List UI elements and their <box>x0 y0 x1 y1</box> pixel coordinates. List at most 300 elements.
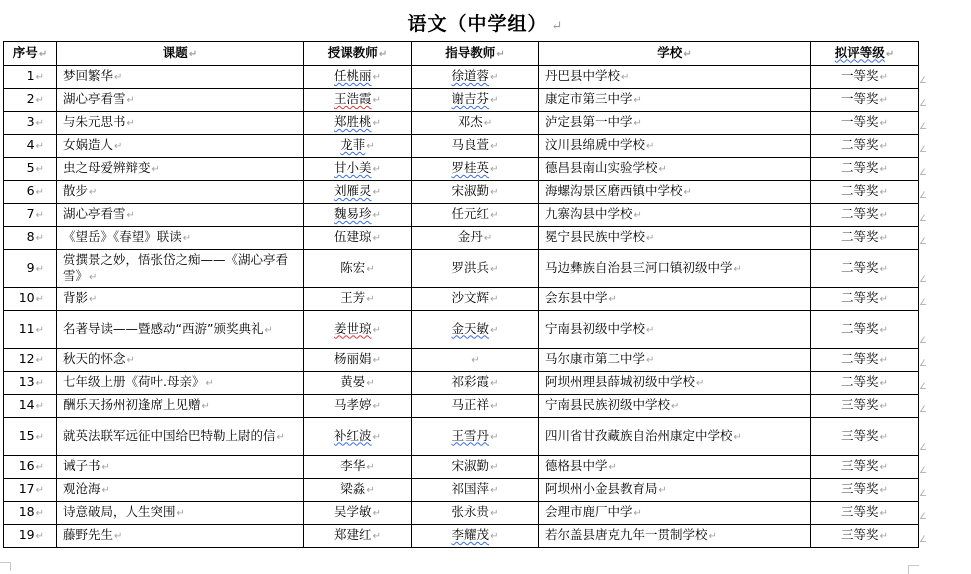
cell-school[interactable] <box>539 227 811 250</box>
cell-school[interactable] <box>539 181 811 204</box>
cell-teacher-text: 补红波 <box>334 427 372 443</box>
cell-no-text: 3 <box>26 114 35 129</box>
cell-grade[interactable] <box>811 456 919 479</box>
cell-grade[interactable] <box>811 502 919 525</box>
cell-teacher[interactable] <box>304 418 412 456</box>
paragraph-mark-icon: ↵ <box>114 72 123 83</box>
cell-grade-text: 二等奖 <box>841 374 879 389</box>
cell-grade[interactable] <box>811 311 919 349</box>
cell-grade[interactable] <box>811 135 919 158</box>
cell-advisor[interactable] <box>412 525 539 548</box>
cell-teacher[interactable] <box>304 89 412 112</box>
end-of-row-mark-icon: ∠ <box>919 76 928 86</box>
paragraph-mark-icon: ↵ <box>366 485 375 496</box>
paragraph-mark-icon: ↵ <box>490 485 499 496</box>
cell-teacher[interactable] <box>304 479 412 502</box>
cell-advisor-text: 金天敏 <box>451 320 490 336</box>
cell-advisor-text: 谢吉芬 <box>451 91 490 106</box>
cell-advisor[interactable] <box>412 181 539 204</box>
paragraph-mark-icon: ↵ <box>89 271 98 283</box>
cell-school[interactable] <box>539 158 811 181</box>
cell-school[interactable] <box>539 89 811 112</box>
cell-no-text: 13 <box>18 374 35 389</box>
paragraph-mark-icon: ↵ <box>879 355 888 366</box>
cell-topic[interactable] <box>57 372 304 395</box>
cell-advisor[interactable] <box>412 456 539 479</box>
cell-grade[interactable] <box>811 158 919 181</box>
paragraph-mark-icon: ↵ <box>490 401 499 412</box>
cell-no-text: 16 <box>18 458 35 473</box>
cell-advisor[interactable] <box>412 112 539 135</box>
paragraph-mark-icon: ↵ <box>35 263 44 275</box>
cell-grade-text: 三等奖 <box>841 458 879 473</box>
cell-advisor-text: 王雪丹 <box>451 427 490 443</box>
table-body <box>4 66 919 548</box>
cell-advisor[interactable] <box>412 250 539 288</box>
cell-no-text: 11 <box>18 320 35 336</box>
cell-school[interactable] <box>539 395 811 418</box>
cell-no[interactable] <box>4 395 57 418</box>
cell-no-text: 8 <box>26 229 35 244</box>
cell-advisor-text: 宋淑勤 <box>451 183 490 198</box>
cell-topic-text: 秋天的怀念 <box>63 351 126 366</box>
cell-no[interactable] <box>4 158 57 181</box>
paragraph-mark-icon: ↵ <box>879 233 888 244</box>
paragraph-mark-icon: ↵ <box>264 324 273 336</box>
end-of-row-mark-icon: ∠ <box>919 382 928 392</box>
cell-topic-text: 观沧海 <box>63 481 101 496</box>
cell-school-text: 阿坝州理县薛城初级中学校 <box>545 374 696 389</box>
cell-topic[interactable] <box>57 525 304 548</box>
paragraph-mark-icon: ↵ <box>372 118 381 129</box>
table-row <box>4 418 919 456</box>
paragraph-mark-icon: ↵ <box>490 72 499 83</box>
cell-grade-text: 三等奖 <box>841 397 879 412</box>
cell-teacher[interactable] <box>304 181 412 204</box>
cell-advisor-text: 张永贵 <box>451 504 490 519</box>
paragraph-mark-icon: ↵ <box>490 462 499 473</box>
cell-school[interactable] <box>539 525 811 548</box>
end-of-row-mark-icon: ∠ <box>919 122 928 132</box>
table-row <box>4 456 919 479</box>
cell-school-text: 海螺沟景区磨西镇中学校 <box>545 183 683 198</box>
cell-no-text: 15 <box>18 427 35 443</box>
table-row <box>4 112 919 135</box>
cell-no[interactable] <box>4 227 57 250</box>
cell-topic[interactable] <box>57 112 304 135</box>
cell-teacher[interactable] <box>304 311 412 349</box>
cell-advisor[interactable] <box>412 288 539 311</box>
cell-school-text: 会理市鹿厂中学 <box>545 504 633 519</box>
cell-advisor-text: 祁彩霞 <box>451 374 490 389</box>
cell-school[interactable] <box>539 418 811 456</box>
paragraph-mark-icon: ↵ <box>646 355 655 366</box>
cell-teacher-text: 郑胜桃 <box>334 114 372 129</box>
end-of-row-mark-icon: ∠ <box>919 336 928 346</box>
paragraph-mark-icon: ↵ <box>35 531 44 542</box>
paragraph-mark-icon: ↵ <box>879 164 888 175</box>
cell-no[interactable] <box>4 479 57 502</box>
cell-topic[interactable] <box>57 181 304 204</box>
table-row <box>4 181 919 204</box>
end-of-row-mark-icon: ∠ <box>919 145 928 155</box>
cell-teacher[interactable] <box>304 502 412 525</box>
cell-grade[interactable] <box>811 525 919 548</box>
cell-topic[interactable] <box>57 418 304 456</box>
cell-no-text: 4 <box>26 137 35 152</box>
cell-school[interactable] <box>539 250 811 288</box>
cell-topic-text: 背影 <box>63 290 89 305</box>
cell-school-text: 若尔盖县唐克九年一贯制学校 <box>545 527 708 542</box>
paragraph-mark-icon: ↵ <box>608 462 617 473</box>
table-row <box>4 250 919 288</box>
cell-teacher-text: 伍建琼 <box>334 229 372 244</box>
cell-topic[interactable] <box>57 135 304 158</box>
cell-teacher-text: 李华 <box>340 458 366 473</box>
cell-advisor[interactable] <box>412 89 539 112</box>
cell-advisor[interactable] <box>412 66 539 89</box>
paragraph-mark-icon: ↵ <box>372 401 381 412</box>
cell-teacher[interactable] <box>304 372 412 395</box>
cell-advisor-text: 邓杰 <box>457 114 483 129</box>
paragraph-mark-icon: ↵ <box>671 401 680 412</box>
cell-advisor[interactable] <box>412 227 539 250</box>
paragraph-mark-icon: ↵ <box>646 233 655 244</box>
cell-school-text: 德昌县南山实验学校 <box>545 160 658 175</box>
cell-topic[interactable] <box>57 311 304 349</box>
cell-topic[interactable] <box>57 456 304 479</box>
cell-school-text: 冕宁县民族中学校 <box>545 229 646 244</box>
header-no: 序号↵ <box>4 42 57 66</box>
cell-topic-text: 七年级上册《荷叶.母亲》 <box>63 374 205 389</box>
cell-school[interactable] <box>539 311 811 349</box>
cell-teacher[interactable] <box>304 395 412 418</box>
table-row <box>4 372 919 395</box>
table-row <box>4 135 919 158</box>
cell-teacher-text: 郑建红 <box>334 527 372 542</box>
cell-no[interactable] <box>4 349 57 372</box>
paragraph-mark-icon: ↵ <box>879 72 888 83</box>
cell-no[interactable] <box>4 502 57 525</box>
paragraph-mark-icon: ↵ <box>372 164 381 175</box>
cell-no[interactable] <box>4 112 57 135</box>
cell-advisor[interactable] <box>412 418 539 456</box>
paragraph-mark-icon: ↵ <box>879 378 888 389</box>
awards-table <box>3 41 919 548</box>
cell-school[interactable] <box>539 112 811 135</box>
paragraph-mark-icon: ↵ <box>101 462 110 473</box>
title-text: 语文（中学组） <box>407 13 548 35</box>
cell-school-text: 会东县中学 <box>545 290 608 305</box>
page-corner-mark-left <box>0 562 11 571</box>
cell-grade[interactable] <box>811 288 919 311</box>
cell-teacher[interactable] <box>304 250 412 288</box>
cell-advisor[interactable] <box>412 158 539 181</box>
cell-advisor[interactable] <box>412 135 539 158</box>
cell-school-text: 阿坝州小金县教育局 <box>545 481 658 496</box>
paragraph-mark-icon: ↵ <box>35 355 44 366</box>
table-row <box>4 158 919 181</box>
cell-topic[interactable] <box>57 349 304 372</box>
cell-school[interactable] <box>539 372 811 395</box>
cell-school[interactable] <box>539 479 811 502</box>
cell-no-text: 10 <box>18 290 35 305</box>
cell-no[interactable] <box>4 456 57 479</box>
paragraph-mark-icon: ↵ <box>35 95 44 106</box>
paragraph-mark-icon: ↵ <box>733 431 742 443</box>
paragraph-mark-icon: ↵ <box>89 187 98 198</box>
cell-topic[interactable] <box>57 250 304 288</box>
paragraph-mark-icon: ↵ <box>35 431 44 443</box>
cell-topic[interactable] <box>57 502 304 525</box>
paragraph-mark-icon: ↵ <box>372 508 381 519</box>
cell-topic-text: 女娲造人 <box>63 137 114 152</box>
cell-grade[interactable] <box>811 112 919 135</box>
cell-teacher-text: 马孝婷 <box>334 397 372 412</box>
cell-topic-text: 酬乐天扬州初逢席上见赠 <box>63 397 201 412</box>
paragraph-mark-icon: ↵ <box>646 141 655 152</box>
cell-school-text: 康定市第三中学 <box>545 91 633 106</box>
cell-teacher[interactable] <box>304 158 412 181</box>
paragraph-mark-icon: ↵ <box>126 118 135 129</box>
cell-grade[interactable] <box>811 479 919 502</box>
paragraph-mark-icon: ↵ <box>35 508 44 519</box>
end-of-row-mark-icon: ∠ <box>919 214 928 224</box>
paragraph-mark-icon: ↵ <box>35 485 44 496</box>
cell-topic[interactable] <box>57 66 304 89</box>
paragraph-mark-icon: ↵ <box>366 294 375 305</box>
cell-grade[interactable] <box>811 181 919 204</box>
paragraph-mark-icon: ↵ <box>490 508 499 519</box>
paragraph-mark-icon: ↵ <box>696 378 705 389</box>
paragraph-mark-icon: ↵ <box>879 187 888 198</box>
cell-topic-text: 梦回繁华 <box>63 68 114 83</box>
paragraph-mark-icon: ↵ <box>471 355 480 366</box>
header-grade: 拟评等级↵ <box>811 42 919 66</box>
header-topic: 课题↵ <box>57 42 304 66</box>
paragraph-mark-icon: ↵ <box>646 324 655 336</box>
cell-advisor-text: 任元红 <box>451 206 490 221</box>
cell-grade[interactable] <box>811 395 919 418</box>
paragraph-mark-icon: ↵ <box>35 118 44 129</box>
cell-grade-text: 一等奖 <box>841 68 879 83</box>
paragraph-mark-icon: ↵ <box>483 118 493 129</box>
cell-grade-text: 三等奖 <box>841 481 879 496</box>
paragraph-mark-icon: ↵ <box>879 508 888 519</box>
end-of-row-mark-icon: ∠ <box>919 359 928 369</box>
cell-no[interactable] <box>4 250 57 288</box>
cell-topic-text: 湖心亭看雪 <box>63 91 126 106</box>
paragraph-mark-icon: ↵ <box>879 294 888 305</box>
paragraph-mark-icon: ↵ <box>490 431 499 443</box>
table-row <box>4 349 919 372</box>
cell-topic-text: 就英法联军远征中国给巴特勒上尉的信 <box>63 427 276 443</box>
cell-teacher-text: 刘雁灵 <box>334 183 372 198</box>
end-of-row-mark-icon: ∠ <box>919 466 928 476</box>
cell-teacher[interactable] <box>304 349 412 372</box>
cell-advisor-text: 金丹 <box>457 229 483 244</box>
cell-topic-text: 藤野先生 <box>63 527 114 542</box>
cell-teacher[interactable] <box>304 227 412 250</box>
paragraph-mark-icon: ↵ <box>372 210 381 221</box>
cell-no-text: 17 <box>18 481 35 496</box>
cell-school[interactable] <box>539 135 811 158</box>
cell-grade[interactable] <box>811 66 919 89</box>
cell-grade[interactable] <box>811 204 919 227</box>
cell-grade-text: 三等奖 <box>841 427 879 443</box>
end-of-row-mark-icon: ∠ <box>919 512 928 522</box>
cell-grade-text: 二等奖 <box>841 137 879 152</box>
paragraph-mark-icon: ↵ <box>879 118 888 129</box>
cell-teacher[interactable] <box>304 112 412 135</box>
cell-school[interactable] <box>539 66 811 89</box>
cell-topic[interactable] <box>57 158 304 181</box>
cell-advisor[interactable] <box>412 395 539 418</box>
cell-topic[interactable] <box>57 227 304 250</box>
paragraph-mark-icon: ↵ <box>126 355 135 366</box>
cell-grade-text: 一等奖 <box>841 91 879 106</box>
paragraph-mark-icon: ↵ <box>490 294 499 305</box>
cell-advisor-text: 沙文辉 <box>451 290 490 305</box>
cell-grade-text: 二等奖 <box>841 259 879 275</box>
cell-school[interactable] <box>539 456 811 479</box>
cell-no[interactable] <box>4 418 57 456</box>
paragraph-mark-icon: ↵ <box>658 164 667 175</box>
cell-grade-text: 二等奖 <box>841 320 879 336</box>
paragraph-mark-icon: ↵ <box>879 485 888 496</box>
cell-topic-text: 与朱元思书 <box>63 114 126 129</box>
cell-advisor[interactable] <box>412 311 539 349</box>
paragraph-mark-icon: ↵ <box>101 485 110 496</box>
paragraph-mark-icon: ↵ <box>879 324 888 336</box>
cell-school[interactable] <box>539 349 811 372</box>
cell-no[interactable] <box>4 288 57 311</box>
paragraph-mark-icon: ↵ <box>35 233 44 244</box>
cell-teacher[interactable] <box>304 135 412 158</box>
cell-teacher[interactable] <box>304 288 412 311</box>
cell-grade[interactable] <box>811 418 919 456</box>
cell-school-text: 泸定县第一中学 <box>545 114 633 129</box>
cell-teacher[interactable] <box>304 525 412 548</box>
paragraph-mark-icon: ↵ <box>35 141 44 152</box>
table-row <box>4 525 919 548</box>
cell-advisor[interactable] <box>412 349 539 372</box>
paragraph-mark-icon: ↵ <box>683 187 692 198</box>
cell-grade[interactable] <box>811 227 919 250</box>
cell-teacher-text: 魏易珍 <box>334 206 372 221</box>
cell-no[interactable] <box>4 89 57 112</box>
cell-no[interactable] <box>4 311 57 349</box>
paragraph-mark-icon: ↵ <box>372 233 381 244</box>
cell-school[interactable] <box>539 204 811 227</box>
table-row <box>4 66 919 89</box>
cell-no-text: 2 <box>26 91 35 106</box>
cell-advisor[interactable] <box>412 502 539 525</box>
table-header-row <box>4 42 919 66</box>
cell-no-text: 9 <box>26 259 35 275</box>
cell-grade[interactable] <box>811 250 919 288</box>
paragraph-mark-icon: ↵ <box>372 72 381 83</box>
cell-no[interactable] <box>4 525 57 548</box>
paragraph-mark-icon: ↵ <box>182 233 192 244</box>
cell-school-text: 马边彝族自治县三河口镇初级中学 <box>545 259 733 275</box>
cell-teacher[interactable] <box>304 66 412 89</box>
end-of-row-mark-icon: ∠ <box>919 443 928 453</box>
cell-school-text: 宁南县民族初级中学校 <box>545 397 671 412</box>
cell-topic[interactable] <box>57 288 304 311</box>
cell-topic[interactable] <box>57 204 304 227</box>
cell-topic[interactable] <box>57 89 304 112</box>
end-of-row-mark-icon: ∠ <box>919 191 928 201</box>
paragraph-mark-icon: ↵ <box>126 210 135 221</box>
cell-no-text: 12 <box>18 351 35 366</box>
cell-school[interactable] <box>539 288 811 311</box>
paragraph-mark-icon: ↵ <box>176 508 185 519</box>
cell-grade-text: 二等奖 <box>841 290 879 305</box>
paragraph-mark-icon: ↵ <box>633 118 642 129</box>
cell-no[interactable] <box>4 135 57 158</box>
end-of-row-mark-icon: ∠ <box>919 275 928 285</box>
cell-topic[interactable] <box>57 479 304 502</box>
cell-teacher-text: 王芳 <box>340 290 366 305</box>
cell-topic-text: 诗意破局，人生突围 <box>63 504 176 519</box>
paragraph-mark-icon: ↵ <box>366 378 375 389</box>
cell-school[interactable] <box>539 502 811 525</box>
cell-advisor[interactable] <box>412 204 539 227</box>
cell-school-text: 宁南县初级中学校 <box>545 320 646 336</box>
cell-advisor[interactable] <box>412 372 539 395</box>
cell-topic-text: 虫之母爱辨辩变 <box>63 160 151 175</box>
end-of-row-mark-icon: ∠ <box>919 489 928 499</box>
cell-advisor-text: 马正祥 <box>451 397 490 412</box>
cell-teacher[interactable] <box>304 204 412 227</box>
cell-no-text: 14 <box>18 397 35 412</box>
cell-advisor-text: 徐道蓉 <box>451 68 490 83</box>
paragraph-mark-icon: ↵ <box>483 233 493 244</box>
table-row <box>4 479 919 502</box>
cell-teacher[interactable] <box>304 456 412 479</box>
cell-grade[interactable] <box>811 372 919 395</box>
cell-grade-text: 二等奖 <box>841 229 879 244</box>
cell-topic[interactable] <box>57 395 304 418</box>
cell-grade[interactable] <box>811 349 919 372</box>
cell-no[interactable] <box>4 204 57 227</box>
cell-no-text: 7 <box>26 206 35 221</box>
paragraph-mark-icon: ↵ <box>35 294 44 305</box>
cell-school-text: 丹巴县中学校 <box>545 68 621 83</box>
paragraph-mark-icon: ↵ <box>879 531 888 542</box>
cell-grade-text: 二等奖 <box>841 183 879 198</box>
cell-grade[interactable] <box>811 89 919 112</box>
cell-grade-text: 一等奖 <box>841 114 879 129</box>
paragraph-mark-icon: ↵ <box>633 210 642 221</box>
paragraph-mark-icon: ↵ <box>551 19 564 34</box>
cell-no[interactable] <box>4 372 57 395</box>
cell-no-text: 19 <box>18 527 35 542</box>
cell-grade-text: 二等奖 <box>841 351 879 366</box>
paragraph-mark-icon: ↵ <box>879 95 888 106</box>
cell-no-text: 18 <box>18 504 35 519</box>
cell-advisor[interactable] <box>412 479 539 502</box>
table-row <box>4 89 919 112</box>
cell-no[interactable] <box>4 181 57 204</box>
paragraph-mark-icon: ↵ <box>490 164 499 175</box>
paragraph-mark-icon: ↵ <box>114 531 123 542</box>
paragraph-mark-icon: ↵ <box>372 187 381 198</box>
cell-no[interactable] <box>4 66 57 89</box>
paragraph-mark-icon: ↵ <box>276 431 285 443</box>
paragraph-mark-icon: ↵ <box>490 531 499 542</box>
